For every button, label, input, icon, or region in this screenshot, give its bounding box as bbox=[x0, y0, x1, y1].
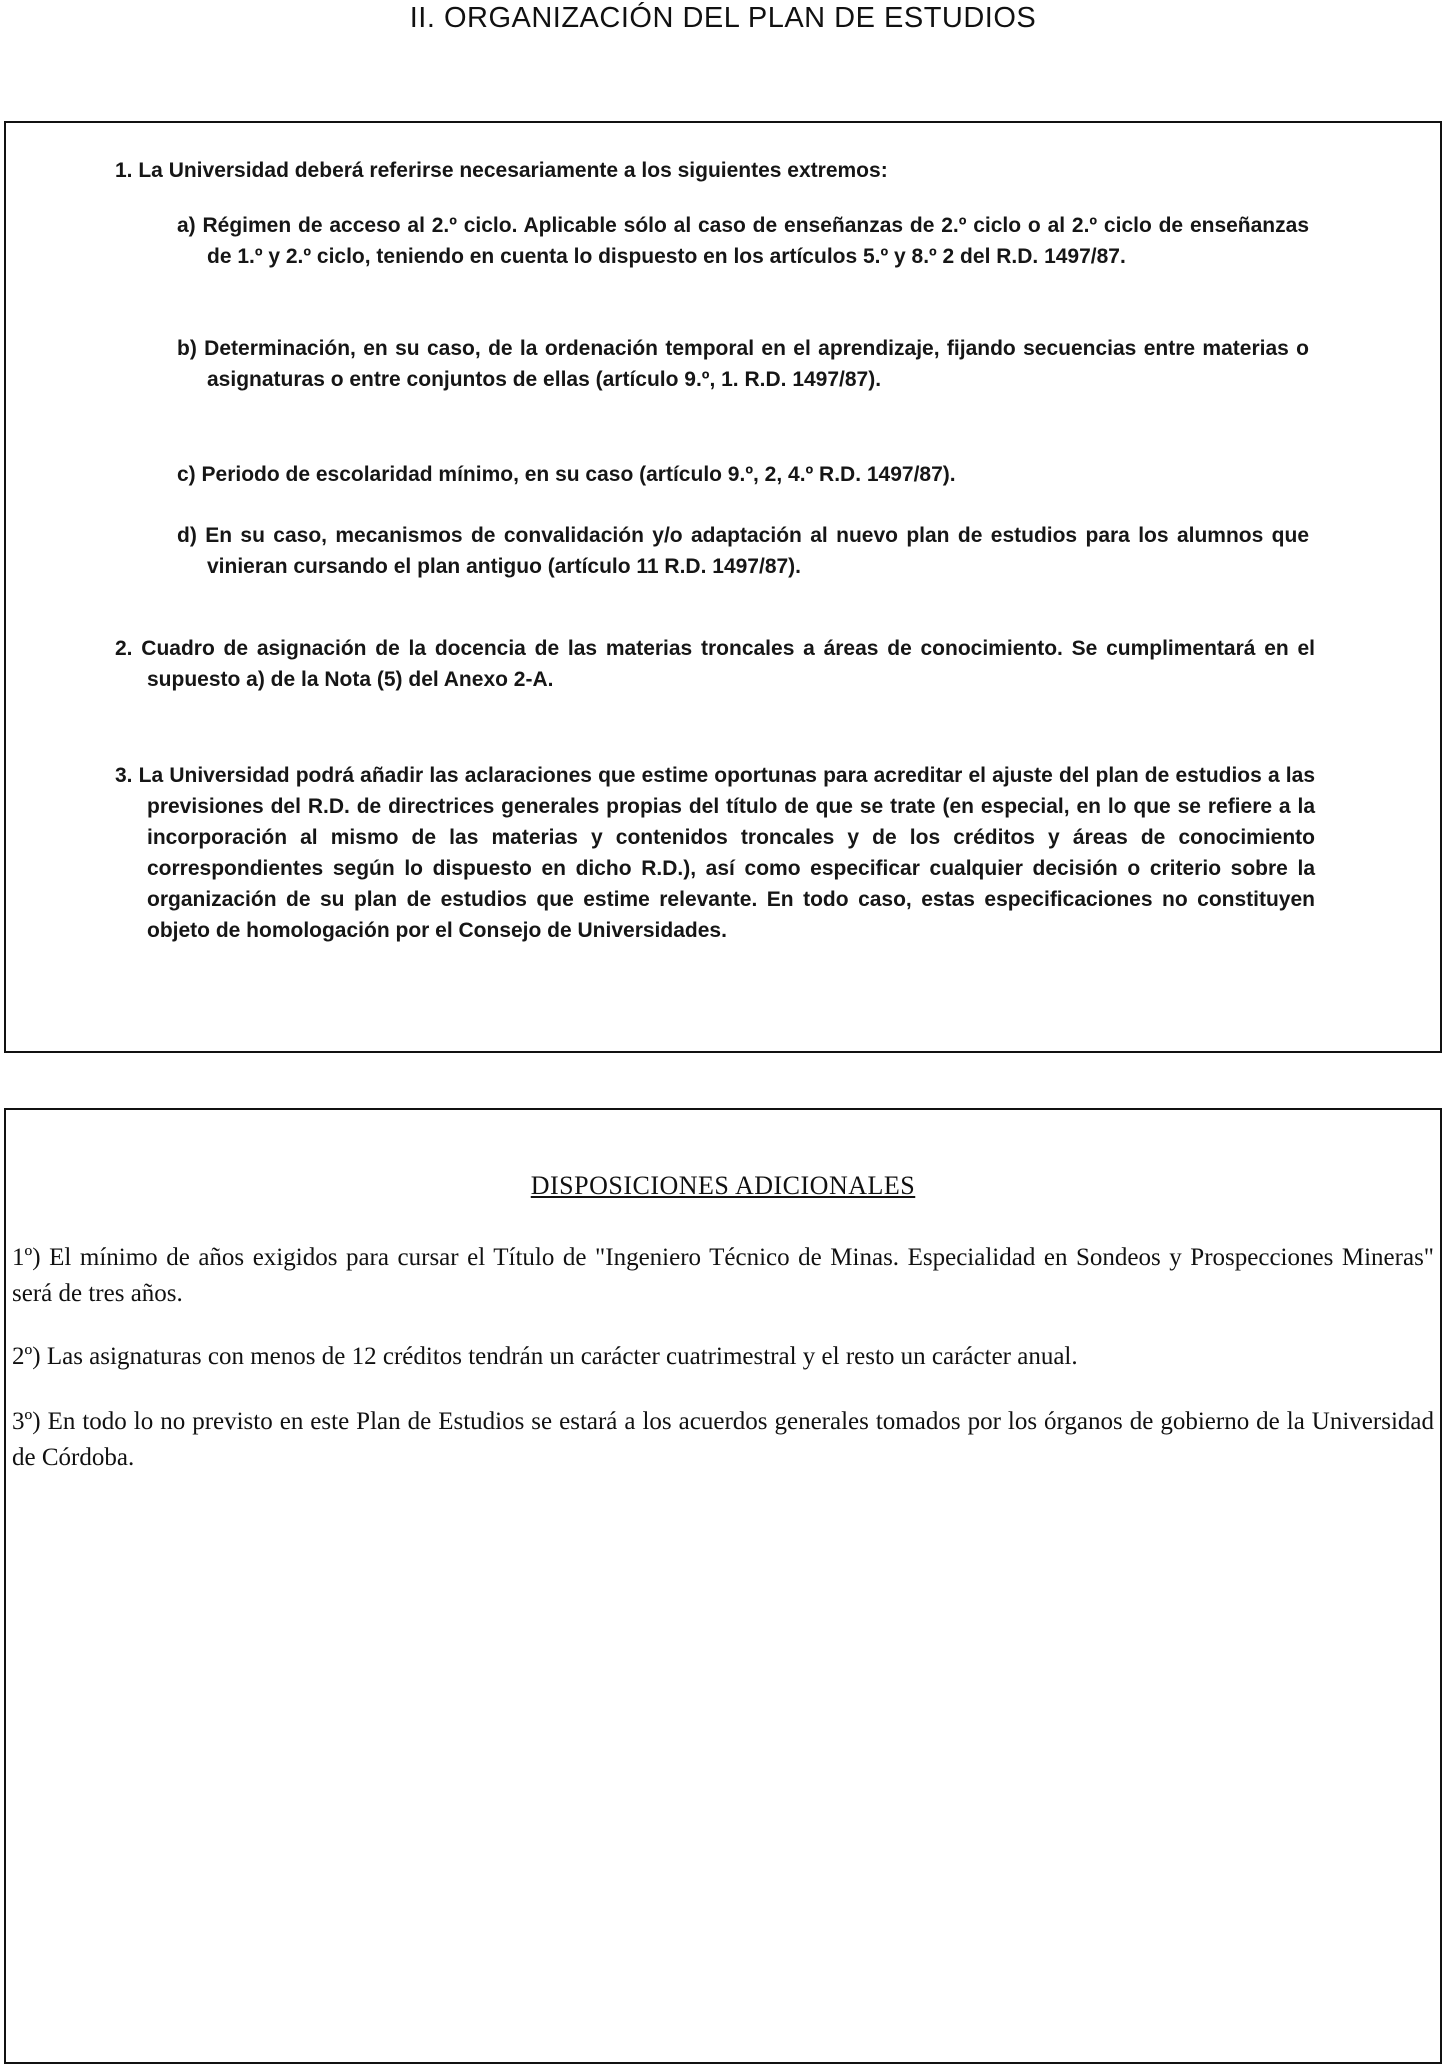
organization-item-1-text: 1. La Universidad deberá referirse necesariamente a los siguientes extremos: bbox=[115, 159, 888, 182]
sub-item-b-text: b) Determinación, en su caso, de la ordenación temporal en el aprendizaje, fijando secuencias entre materias o asignaturas o entre conjuntos de ellas (artículo 9.º, 1. R.D. 1497/87). bbox=[177, 337, 1309, 391]
organization-item-2 bbox=[115, 633, 1315, 695]
additional-provision-3: 3º) En todo lo no previsto en este Plan de Estudios se estará a los acuerdos generales tomados por los órganos de gobierno de la Universidad de Córdoba. bbox=[12, 1408, 1434, 1471]
sub-item-c-text: c) Periodo de escolaridad mínimo, en su caso (artículo 9.º, 2, 4.º R.D. 1497/87). bbox=[177, 463, 956, 486]
organization-item-3 bbox=[115, 760, 1315, 946]
sub-item-b bbox=[177, 333, 1309, 395]
organization-item-3-text: 3. La Universidad podrá añadir las aclaraciones que estime oportunas para acreditar el ajuste del plan de estudios a las previsiones del R.D. de directrices generales propias del título de que se trate (en especial, en lo que se refiere a la incorporación al mismo de las materias y contenidos troncales y de los créditos y áreas de conocimiento correspondientes según lo dispuesto en dicho R.D.), así como especificar cualquier decisión o criterio sobre la organización de su plan de estudios que estime relevante. En todo caso, estas especificaciones no constituyen objeto de homologación por el Consejo de Universidades. bbox=[115, 764, 1315, 942]
organization-item-2-text: 2. Cuadro de asignación de la docencia de las materias troncales a áreas de conocimiento. Se cumplimentará en el supuesto a) de la Nota (5) del Anexo 2-A. bbox=[115, 637, 1315, 691]
sub-item-c bbox=[177, 459, 1309, 490]
organization-item-1 bbox=[115, 155, 1315, 186]
additional-provision-1: 1º) El mínimo de años exigidos para cursar el Título de "Ingeniero Técnico de Minas. Especialidad en Sondeos y Prospecciones Mineras" será de tres años. bbox=[12, 1244, 1434, 1307]
page-title: II. ORGANIZACIÓN DEL PLAN DE ESTUDIOS bbox=[409, 2, 1037, 34]
additional-provisions-title: DISPOSICIONES ADICIONALES bbox=[530, 1171, 916, 1200]
sub-item-d bbox=[177, 520, 1309, 582]
sub-item-a-text: a) Régimen de acceso al 2.º ciclo. Aplicable sólo al caso de enseñanzas de 2.º ciclo o al 2.º ciclo de enseñanzas de 1.º y 2.º ciclo, teniendo en cuenta lo dispuesto en los artículos 5.º y 8.º 2 del R.D. 1497/87. bbox=[177, 214, 1309, 268]
sub-item-a bbox=[177, 210, 1309, 272]
additional-provision-2: 2º) Las asignaturas con menos de 12 créditos tendrán un carácter cuatrimestral y el resto un carácter anual. bbox=[12, 1343, 1078, 1370]
sub-item-d-text: d) En su caso, mecanismos de convalidación y/o adaptación al nuevo plan de estudios para los alumnos que vinieran cursando el plan antiguo (artículo 11 R.D. 1497/87). bbox=[177, 524, 1309, 578]
